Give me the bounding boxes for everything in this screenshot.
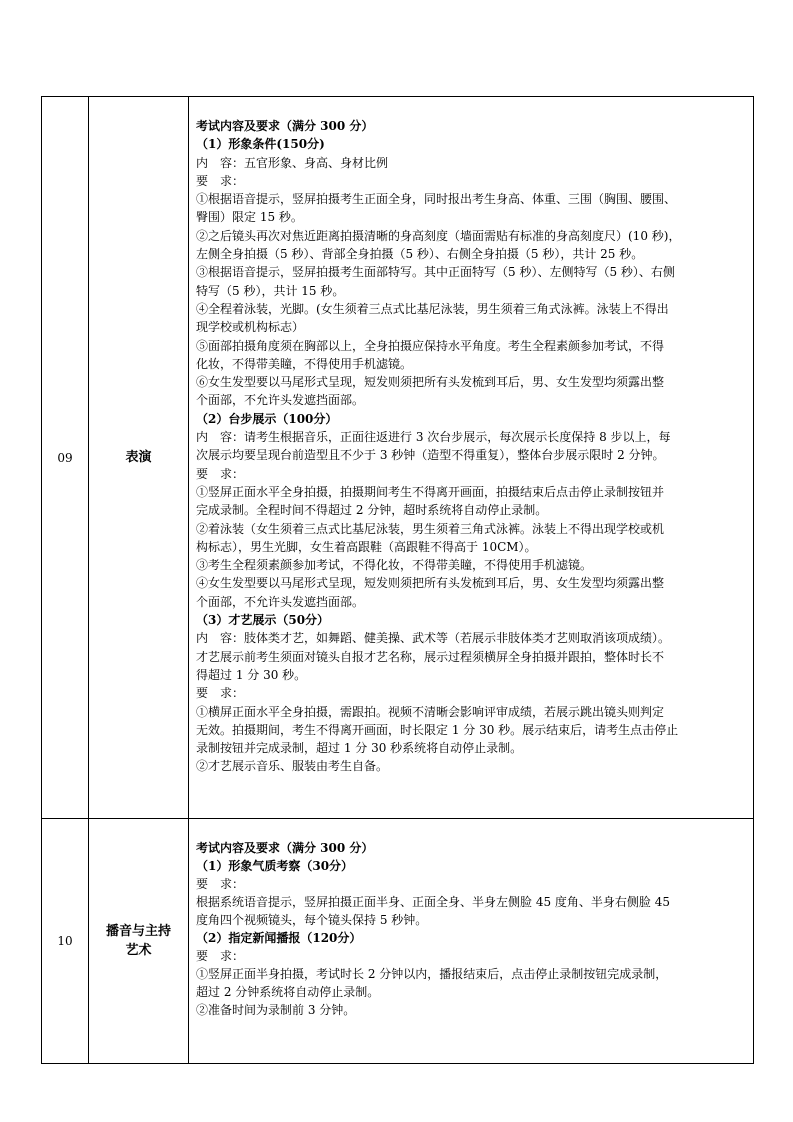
text-line: ⑥女生发型要以马尾形式呈现，短发则须把所有头发梳到耳后，男、女生发型均须露出整 bbox=[196, 375, 665, 390]
text-line: 录制按钮并完成录制，超过 1 分 30 秒系统将自动停止录制。 bbox=[196, 741, 523, 756]
requirements-table bbox=[41, 96, 754, 1064]
requirements-cell bbox=[189, 819, 754, 1064]
text-line: 左侧全身拍摄（5 秒）、背部全身拍摄（5 秒）、右侧全身拍摄（5 秒），共计 25 秒。 bbox=[196, 247, 644, 262]
text-line: ⑤面部拍摄角度须在胸部以上，全身拍摄应保持水平角度。考生全程素颜参加考试，不得 bbox=[196, 338, 665, 353]
section-heading: （2）台步展示（100分） bbox=[196, 411, 338, 426]
text-line: 完成录制。全程时间不得超过 2 分钟，超时系统将自动停止录制。 bbox=[196, 503, 548, 518]
subject-name: 表演 bbox=[89, 97, 189, 819]
text-line: 度角四个视频镜头，每个镜头保持 5 秒钟。 bbox=[196, 913, 428, 927]
text-line: ②才艺展示音乐、服装由考生自备。 bbox=[196, 759, 389, 774]
text-line: 特写（5 秒），共计 15 秒。 bbox=[196, 283, 345, 298]
text-line: 内 容：请考生根据音乐，正面往返进行 3 次台步展示，每次展示长度保持 8 步以上，每 bbox=[196, 430, 671, 445]
section-heading: （1）形象条件(150分) bbox=[196, 137, 325, 152]
text-line: 要 求： bbox=[196, 466, 245, 481]
text-line: 要 求： bbox=[196, 877, 245, 891]
text-line: 要 求： bbox=[196, 949, 245, 963]
requirements-cell bbox=[189, 97, 754, 819]
subject-name-text: 播音与主持艺术 bbox=[105, 924, 171, 958]
text-line: ②之后镜头再次对焦近距离拍摄清晰的身高刻度（墙面需贴有标准的身高刻度尺）(10 秒)， bbox=[196, 228, 681, 243]
text-line: 个面部，不允许头发遮挡面部。 bbox=[196, 393, 365, 408]
section-heading: 考试内容及要求（满分 300 分） bbox=[196, 841, 374, 855]
section-heading: （2）指定新闻播报（120分） bbox=[196, 931, 362, 945]
text-line: 要 求： bbox=[196, 686, 245, 701]
row-number: 10 bbox=[42, 819, 89, 1064]
text-line: ①横屏正面水平全身拍摄，需跟拍。视频不清晰会影响评审成绩，若展示跳出镜头则判定 bbox=[196, 704, 665, 719]
text-line: ③根据语音提示，竖屏拍摄考生面部特写。其中正面特写（5 秒）、左侧特写（5 秒）、右侧 bbox=[196, 265, 675, 280]
text-line: ②着泳装（女生须着三点式比基尼泳装，男生须着三角式泳裤。泳装上不得出现学校或机 bbox=[196, 521, 665, 536]
table-row bbox=[42, 97, 754, 819]
text-line: 化妆，不得带美瞳，不得使用手机滤镜。 bbox=[196, 356, 413, 371]
text-line: 现学校或机构标志） bbox=[196, 320, 305, 335]
text-line: 根据系统语音提示，竖屏拍摄正面半身、正面全身、半身左侧脸 45 度角、半身右侧脸 45 bbox=[196, 895, 670, 909]
text-line: 构标志），男生光脚，女生着高跟鞋（高跟鞋不得高于 10CM）。 bbox=[196, 539, 537, 554]
section-heading: （1）形象气质考察（30分） bbox=[196, 859, 354, 873]
text-line: 无效。拍摄期间，考生不得离开画面，时长限定 1 分 30 秒。展示结束后，请考生点击停止 bbox=[196, 722, 679, 737]
subject-name bbox=[89, 819, 189, 1064]
table-row bbox=[42, 819, 754, 1064]
text-line: 次展示均要呈现台前造型且不少于 3 秒钟（造型不得重复），整体台步展示限时 2 分钟。 bbox=[196, 448, 665, 463]
text-line: 内 容：肢体类才艺，如舞蹈、健美操、武术等（若展示非肢体类才艺则取消该项成绩）。 bbox=[196, 631, 671, 646]
text-line: ①竖屏正面水平全身拍摄，拍摄期间考生不得离开画面，拍摄结束后点击停止录制按钮并 bbox=[196, 484, 665, 499]
text-line: 超过 2 分钟系统将自动停止录制。 bbox=[196, 985, 380, 999]
row-number: 09 bbox=[42, 97, 89, 819]
text-line: 臀围）限定 15 秒。 bbox=[196, 210, 303, 225]
text-line: 才艺展示前考生须面对镜头自报才艺名称，展示过程须横屏全身拍摄并跟拍，整体时长不 bbox=[196, 649, 665, 664]
text-line: 得超过 1 分 30 秒。 bbox=[196, 667, 307, 682]
text-line: 个面部，不允许头发遮挡面部。 bbox=[196, 594, 365, 609]
text-line: ④女生发型要以马尾形式呈现，短发则须把所有头发梳到耳后，男、女生发型均须露出整 bbox=[196, 576, 665, 591]
text-line: ①竖屏正面半身拍摄，考试时长 2 分钟以内，播报结束后，点击停止录制按钮完成录制， bbox=[196, 967, 668, 981]
text-line: ②准备时间为录制前 3 分钟。 bbox=[196, 1003, 356, 1017]
text-line: ③考生全程须素颜参加考试，不得化妆，不得带美瞳，不得使用手机滤镜。 bbox=[196, 558, 593, 573]
text-line: 要 求： bbox=[196, 173, 245, 188]
section-heading: （3）才艺展示（50分） bbox=[196, 613, 330, 628]
section-heading: 考试内容及要求（满分 300 分） bbox=[196, 119, 374, 133]
text-line: ④全程着泳装，光脚。(女生须着三点式比基尼泳装，男生须着三角式泳裤。泳装上不得出 bbox=[196, 301, 669, 316]
text-line: ①根据语音提示，竖屏拍摄考生正面全身，同时报出考生身高、体重、三围（胸围、腰围、 bbox=[196, 192, 677, 207]
text-line: 内 容：五官形象、身高、身材比例 bbox=[196, 155, 389, 170]
